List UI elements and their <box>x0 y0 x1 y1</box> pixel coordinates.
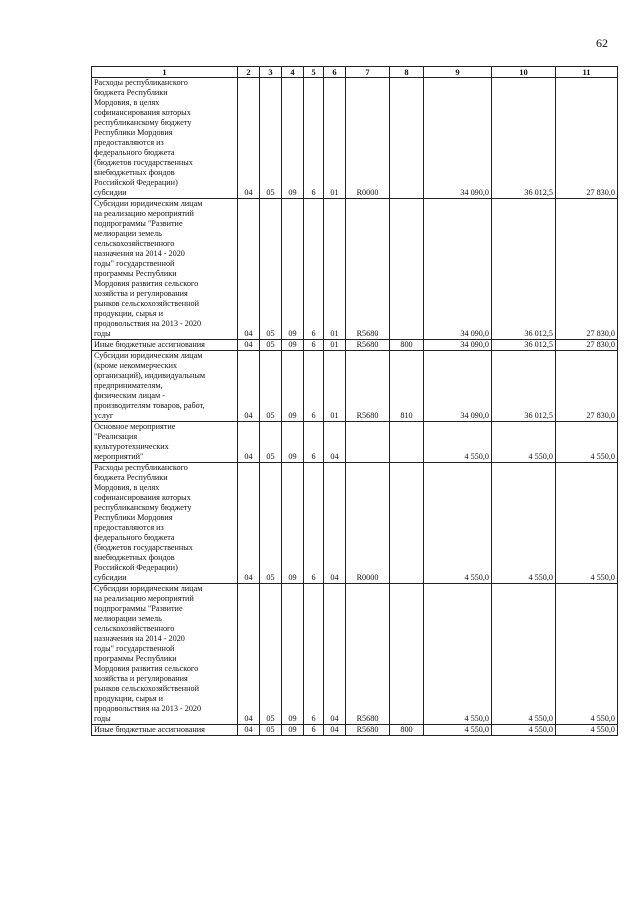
cell-amount-3: 27 830,0 <box>556 351 618 422</box>
cell-section: 04 <box>238 340 260 351</box>
col-header-5: 5 <box>304 67 324 78</box>
cell-main-activity: 04 <box>324 422 346 463</box>
cell-expense-type: 810 <box>390 351 424 422</box>
cell-expense-type <box>390 463 424 584</box>
cell-subprogram: 6 <box>304 422 324 463</box>
cell-amount-2: 36 012,5 <box>492 199 556 340</box>
cell-section: 04 <box>238 584 260 725</box>
cell-expense-type: 800 <box>390 340 424 351</box>
cell-amount-3: 27 830,0 <box>556 340 618 351</box>
expense-name-text: Иные бюджетные ассигнования <box>94 725 205 735</box>
table-row <box>92 584 618 725</box>
cell-expense-name <box>92 199 238 340</box>
cell-direction-code: R0000 <box>346 463 390 584</box>
cell-subprogram: 6 <box>304 199 324 340</box>
cell-program: 09 <box>282 422 304 463</box>
col-header-11: 11 <box>556 67 618 78</box>
col-header-4: 4 <box>282 67 304 78</box>
cell-subprogram: 6 <box>304 463 324 584</box>
col-header-6: 6 <box>324 67 346 78</box>
cell-subsection: 05 <box>260 725 282 736</box>
cell-direction-code: R5680 <box>346 199 390 340</box>
cell-program: 09 <box>282 463 304 584</box>
cell-program: 09 <box>282 78 304 199</box>
cell-subsection: 05 <box>260 351 282 422</box>
expense-name-text: Иные бюджетные ассигнования <box>94 340 205 350</box>
cell-amount-1: 4 550,0 <box>424 422 492 463</box>
cell-direction-code: R5680 <box>346 725 390 736</box>
col-header-9: 9 <box>424 67 492 78</box>
table-row <box>92 725 618 736</box>
cell-subsection: 05 <box>260 340 282 351</box>
cell-subprogram: 6 <box>304 78 324 199</box>
cell-amount-3: 27 830,0 <box>556 199 618 340</box>
expense-name-text: Расходы республиканского бюджета Республики Мордовия, в целях софинансирования которых республиканскому бюджету Республики Мордовия предоставляются из федерального бюджета (бюджетов государственных внебюджетных фондов Российской Федерации) субсидии <box>94 78 193 198</box>
cell-expense-type <box>390 199 424 340</box>
expense-name-text: Субсидии юридическим лицам (кроме некоммерческих организаций), индивидуальным предпринимателям, физическим лицам - производителям товаров, работ, услуг <box>94 351 206 421</box>
cell-subprogram: 6 <box>304 584 324 725</box>
cell-amount-1: 4 550,0 <box>424 725 492 736</box>
cell-direction-code: R5680 <box>346 351 390 422</box>
cell-expense-type <box>390 584 424 725</box>
cell-program: 09 <box>282 199 304 340</box>
col-header-10: 10 <box>492 67 556 78</box>
cell-amount-1: 4 550,0 <box>424 463 492 584</box>
table-row <box>92 351 618 422</box>
col-header-8: 8 <box>390 67 424 78</box>
cell-expense-name <box>92 340 238 351</box>
cell-amount-2: 4 550,0 <box>492 584 556 725</box>
cell-subsection: 05 <box>260 463 282 584</box>
cell-expense-type: 800 <box>390 725 424 736</box>
cell-amount-2: 36 012,5 <box>492 351 556 422</box>
cell-subsection: 05 <box>260 584 282 725</box>
cell-section: 04 <box>238 422 260 463</box>
cell-subsection: 05 <box>260 422 282 463</box>
col-header-3: 3 <box>260 67 282 78</box>
cell-amount-1: 34 090,0 <box>424 340 492 351</box>
table-row <box>92 78 618 199</box>
expense-name-text: Основное мероприятие "Реализация культуротехнических мероприятий" <box>94 422 176 462</box>
table-row <box>92 340 618 351</box>
cell-direction-code: R5680 <box>346 340 390 351</box>
cell-subsection: 05 <box>260 78 282 199</box>
cell-section: 04 <box>238 351 260 422</box>
cell-direction-code: R5680 <box>346 584 390 725</box>
table-row <box>92 463 618 584</box>
cell-direction-code <box>346 422 390 463</box>
cell-amount-2: 36 012,5 <box>492 78 556 199</box>
cell-program: 09 <box>282 351 304 422</box>
cell-program: 09 <box>282 725 304 736</box>
cell-main-activity: 04 <box>324 725 346 736</box>
cell-amount-3: 4 550,0 <box>556 422 618 463</box>
expense-name-text: Субсидии юридическим лицам на реализацию мероприятий подпрограммы "Развитие мелиорации земель сельскохозяйственного назначения на 2014 - 2020 годы" государственной программы Республики Мордовия развития сельского хозяйства и регулирования рынков сельскохозяйственной продукции, сырья и продовольствия на 2013 - 2020 годы <box>94 584 203 724</box>
cell-subprogram: 6 <box>304 725 324 736</box>
cell-main-activity: 01 <box>324 78 346 199</box>
cell-amount-2: 4 550,0 <box>492 463 556 584</box>
cell-expense-name <box>92 351 238 422</box>
cell-amount-3: 4 550,0 <box>556 463 618 584</box>
cell-subprogram: 6 <box>304 340 324 351</box>
cell-amount-2: 4 550,0 <box>492 422 556 463</box>
cell-main-activity: 04 <box>324 584 346 725</box>
cell-program: 09 <box>282 584 304 725</box>
cell-section: 04 <box>238 463 260 584</box>
cell-amount-1: 34 090,0 <box>424 78 492 199</box>
page-number: 62 <box>596 36 608 50</box>
cell-amount-1: 4 550,0 <box>424 584 492 725</box>
table-header-row <box>92 67 618 78</box>
cell-amount-1: 34 090,0 <box>424 351 492 422</box>
col-header-1: 1 <box>92 67 238 78</box>
cell-amount-2: 36 012,5 <box>492 340 556 351</box>
cell-expense-name <box>92 584 238 725</box>
expense-name-text: Расходы республиканского бюджета Республики Мордовия, в целях софинансирования которых республиканскому бюджету Республики Мордовия предоставляются из федерального бюджета (бюджетов государственных внебюджетных фондов Российской Федерации) субсидии <box>94 463 193 583</box>
cell-amount-3: 4 550,0 <box>556 725 618 736</box>
cell-main-activity: 01 <box>324 340 346 351</box>
cell-main-activity: 01 <box>324 351 346 422</box>
cell-expense-name <box>92 725 238 736</box>
cell-section: 04 <box>238 78 260 199</box>
cell-amount-3: 4 550,0 <box>556 584 618 725</box>
col-header-2: 2 <box>238 67 260 78</box>
cell-main-activity: 01 <box>324 199 346 340</box>
cell-program: 09 <box>282 340 304 351</box>
cell-main-activity: 04 <box>324 463 346 584</box>
table-row <box>92 422 618 463</box>
cell-expense-type <box>390 422 424 463</box>
cell-section: 04 <box>238 725 260 736</box>
cell-subsection: 05 <box>260 199 282 340</box>
cell-subprogram: 6 <box>304 351 324 422</box>
cell-expense-name <box>92 463 238 584</box>
cell-expense-name <box>92 422 238 463</box>
cell-amount-3: 27 830,0 <box>556 78 618 199</box>
cell-amount-1: 34 090,0 <box>424 199 492 340</box>
cell-expense-name <box>92 78 238 199</box>
budget-table <box>91 66 618 736</box>
cell-amount-2: 4 550,0 <box>492 725 556 736</box>
table-row <box>92 199 618 340</box>
cell-expense-type <box>390 78 424 199</box>
expense-name-text: Субсидии юридическим лицам на реализацию мероприятий подпрограммы "Развитие мелиорации земель сельскохозяйственного назначения на 2014 - 2020 годы" государственной программы Республики Мордовия развития сельского хозяйства и регулирования рынков сельскохозяйственной продукции, сырья и продовольствия на 2013 - 2020 годы <box>94 199 203 339</box>
cell-section: 04 <box>238 199 260 340</box>
cell-direction-code: R0000 <box>346 78 390 199</box>
col-header-7: 7 <box>346 67 390 78</box>
